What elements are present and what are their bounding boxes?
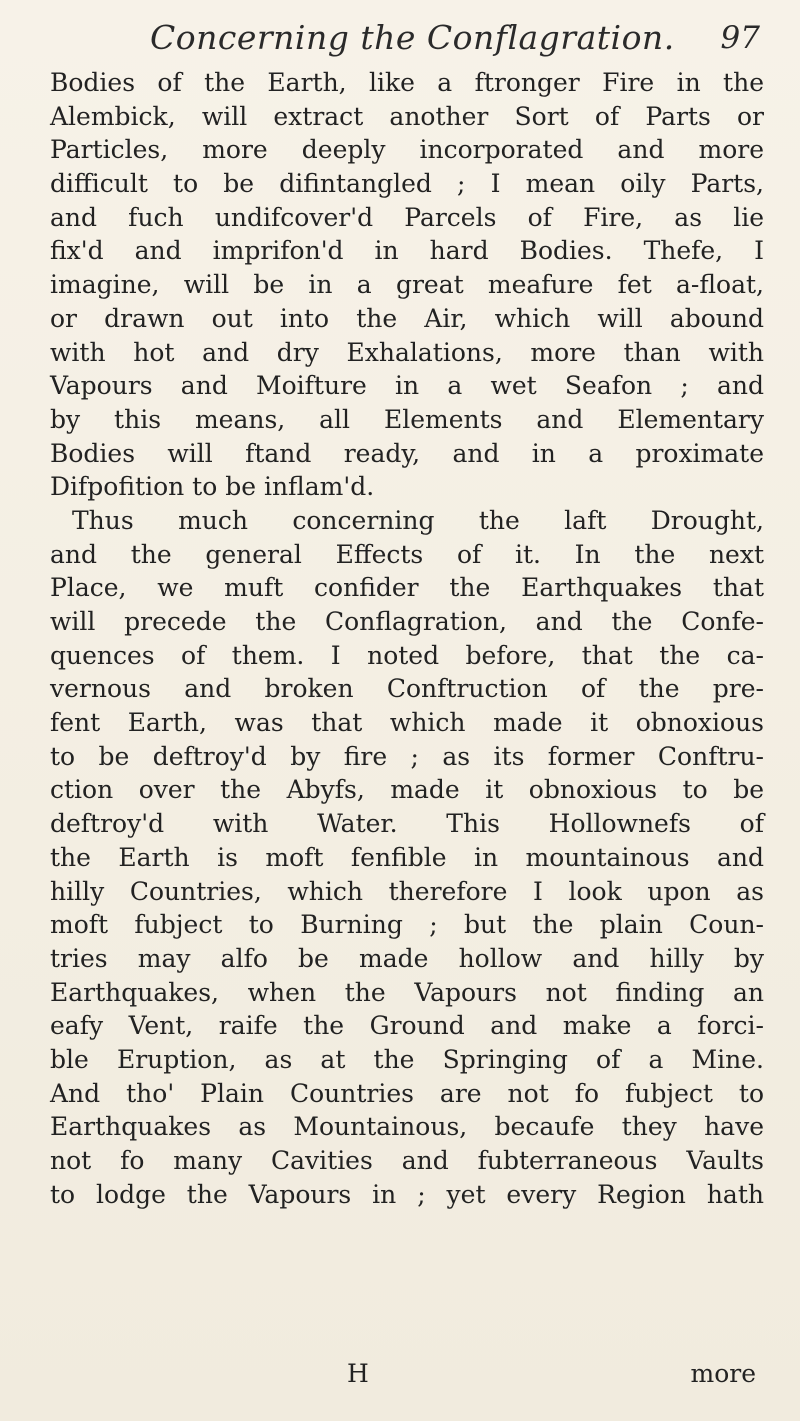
- text-line: Vapours and Moifture in a wet Seafon ; and: [50, 371, 764, 401]
- text-line: Earthquakes as Mountainous, becaufe they have: [50, 1112, 764, 1142]
- text-line: or drawn out into the Air, which will abound: [50, 303, 764, 333]
- text-line: tries may alfo be made hollow and hilly by: [50, 943, 764, 973]
- text-line: Particles, more deeply incorporated and more: [50, 135, 764, 165]
- text-line: with hot and dry Exhalations, more than with: [50, 337, 764, 367]
- text-line: deftroy'd with Water. This Hollownefs of: [50, 809, 764, 839]
- text-line: Place, we muft confider the Earthquakes that: [50, 573, 764, 603]
- text-line: by this means, all Elements and Elementary: [50, 404, 764, 434]
- text-line: not fo many Cavities and fubterraneous Vaults: [50, 1146, 764, 1175]
- text-line: moft fubject to Burning ; but the plain Coun-: [50, 910, 764, 940]
- text-line: And tho' Plain Countries are not fo fubject to: [50, 1078, 764, 1108]
- text-line: fix'd and imprifon'd in hard Bodies. Thefe, I: [50, 236, 764, 266]
- text-line: will precede the Conflagration, and the Confe-: [50, 607, 764, 636]
- text-line: Thus much concerning the laft Drought,: [72, 505, 764, 535]
- text-line: ction over the Abyfs, made it obnoxious to be: [50, 775, 764, 805]
- text-line: and fuch undifcover'd Parcels of Fire, as lie: [50, 202, 764, 232]
- text-line: the Earth is moft fenfible in mountainous and: [50, 842, 764, 872]
- text-line: eafy Vent, raife the Ground and make a forci-: [50, 1011, 764, 1041]
- text-line: Alembick, will extract another Sort of Parts or: [50, 101, 764, 131]
- text-line: vernous and broken Conftruction of the pre-: [50, 674, 764, 704]
- text-line: quences of them. I noted before, that the ca-: [50, 640, 764, 670]
- text-line: Bodies of the Earth, like a ftronger Fire in the: [50, 68, 764, 97]
- text-line: imagine, will be in a great meafure fet a-float,: [50, 270, 764, 300]
- text-line: and the general Effects of it. In the next: [50, 539, 764, 569]
- text-line: Earthquakes, when the Vapours not finding an: [50, 977, 764, 1007]
- text-line: hilly Countries, which therefore I look upon as: [50, 876, 764, 906]
- page-number: 97: [720, 20, 760, 56]
- text-line: to lodge the Vapours in ; yet every Region hath: [50, 1179, 764, 1209]
- text-line: Difpofition to be inflam'd.: [50, 472, 375, 502]
- text-line: fent Earth, was that which made it obnoxious: [50, 708, 764, 738]
- signature-mark: H: [347, 1359, 369, 1388]
- text-line: difficult to be difintangled ; I mean oily Parts,: [50, 169, 764, 199]
- catchword: more: [690, 1359, 756, 1388]
- text-line: to be deftroy'd by fire ; as its former Conftru-: [50, 741, 764, 771]
- body-text: [50, 66, 764, 1211]
- running-title: Concerning the Conflagration.: [150, 18, 675, 57]
- text-line: ble Eruption, as at the Springing of a Mine.: [50, 1044, 764, 1074]
- page-footer: [50, 1359, 764, 1399]
- running-head: [60, 8, 760, 64]
- text-line: Bodies will ftand ready, and in a proximate: [50, 438, 764, 468]
